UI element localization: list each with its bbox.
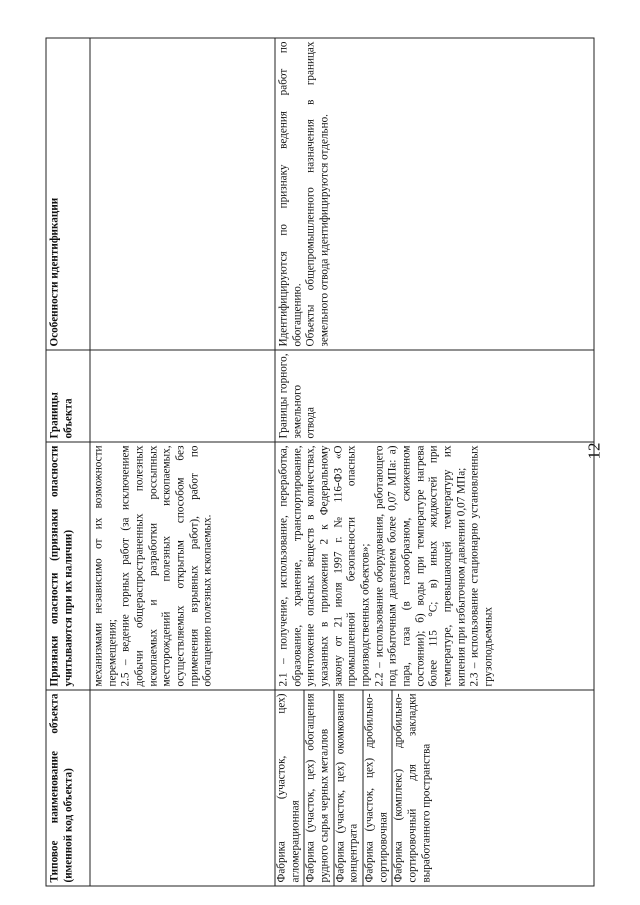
cell-danger-signs: [275, 442, 594, 690]
cell-object-empty: [90, 690, 275, 886]
object-item: Фабрика (участок, цех) обогащения рудного сырья черных металлов: [305, 690, 334, 885]
header-identification-features: Особенности идентификации: [46, 38, 90, 350]
cell-boundaries-empty: [90, 350, 275, 442]
object-item: Фабрика (участок, цех) окомкования концентрата: [334, 690, 363, 885]
cell-features-empty: [90, 38, 275, 350]
text-line: механизмами независимо от их возможности перемещения;: [92, 445, 119, 686]
cell-boundaries: Границы горного, земельного отвода: [275, 350, 594, 442]
cell-identification-features: [275, 38, 594, 350]
table-header-row: [46, 38, 90, 886]
identification-table: [46, 37, 595, 886]
text-line: 2.3 – использование стационарно установленных грузоподъемных: [468, 445, 495, 686]
cell-danger-signs-continued: [90, 442, 275, 690]
table-row-factories: [275, 38, 594, 886]
header-object-name: Типовое наименование объекта (именной код объекта): [46, 690, 90, 886]
table-row-continuation: [90, 38, 275, 886]
text-line: Идентифицируются по признаку ведения работ по обогащению.: [277, 41, 304, 346]
text-line: 2.1 – получение, использование, переработка, образование, хранение, транспортирование, уничтожение опасных веществ в количествах, указанных в приложении 2 к Федеральному закону от 21 июля 1997 г. № 116-ФЗ «О промышленной безопасности опасных производственных объектов»;: [277, 445, 372, 686]
header-danger-signs: Признаки опасности (признаки опасности учитываются при их наличии): [46, 442, 90, 690]
object-item: Фабрика (участок, цех) дробильно-сортировочная: [363, 690, 392, 885]
text-line: Объекты общепромышленного назначения в границах земельного отвода идентифицируются отдельно.: [304, 41, 331, 346]
cell-object-list: [275, 690, 594, 886]
page-number: 12: [584, 442, 604, 460]
object-item: Фабрика (участок, цех) агломерационная: [276, 690, 305, 885]
text-line: 2.5 – ведение горных работ (за исключением добычи общераспространенных полезных ископаемых и разработки россыпных месторождений полезных ископаемых, осуществляемых открытым способом без применения взрывных работ), работ по обогащению полезных ископаемых.: [119, 445, 214, 686]
object-item: Фабрика (комплекс) дробильно-сортировочный для закладки выработанного пространства: [392, 693, 433, 882]
text-line: 2.2 – использование оборудования, работающего под избыточным давлением более 0,07 МПа: а) пара, газа (в газообразном, сжиженном состоянии); б) воды при температуре нагрева более 115 °С; в) иных жидкостей при температуре, превышающей температуру их кипения при избыточном давлении 0,07 МПа;: [373, 445, 468, 686]
header-object-boundaries: Границы объекта: [46, 350, 90, 442]
rotated-page: [46, 38, 595, 886]
